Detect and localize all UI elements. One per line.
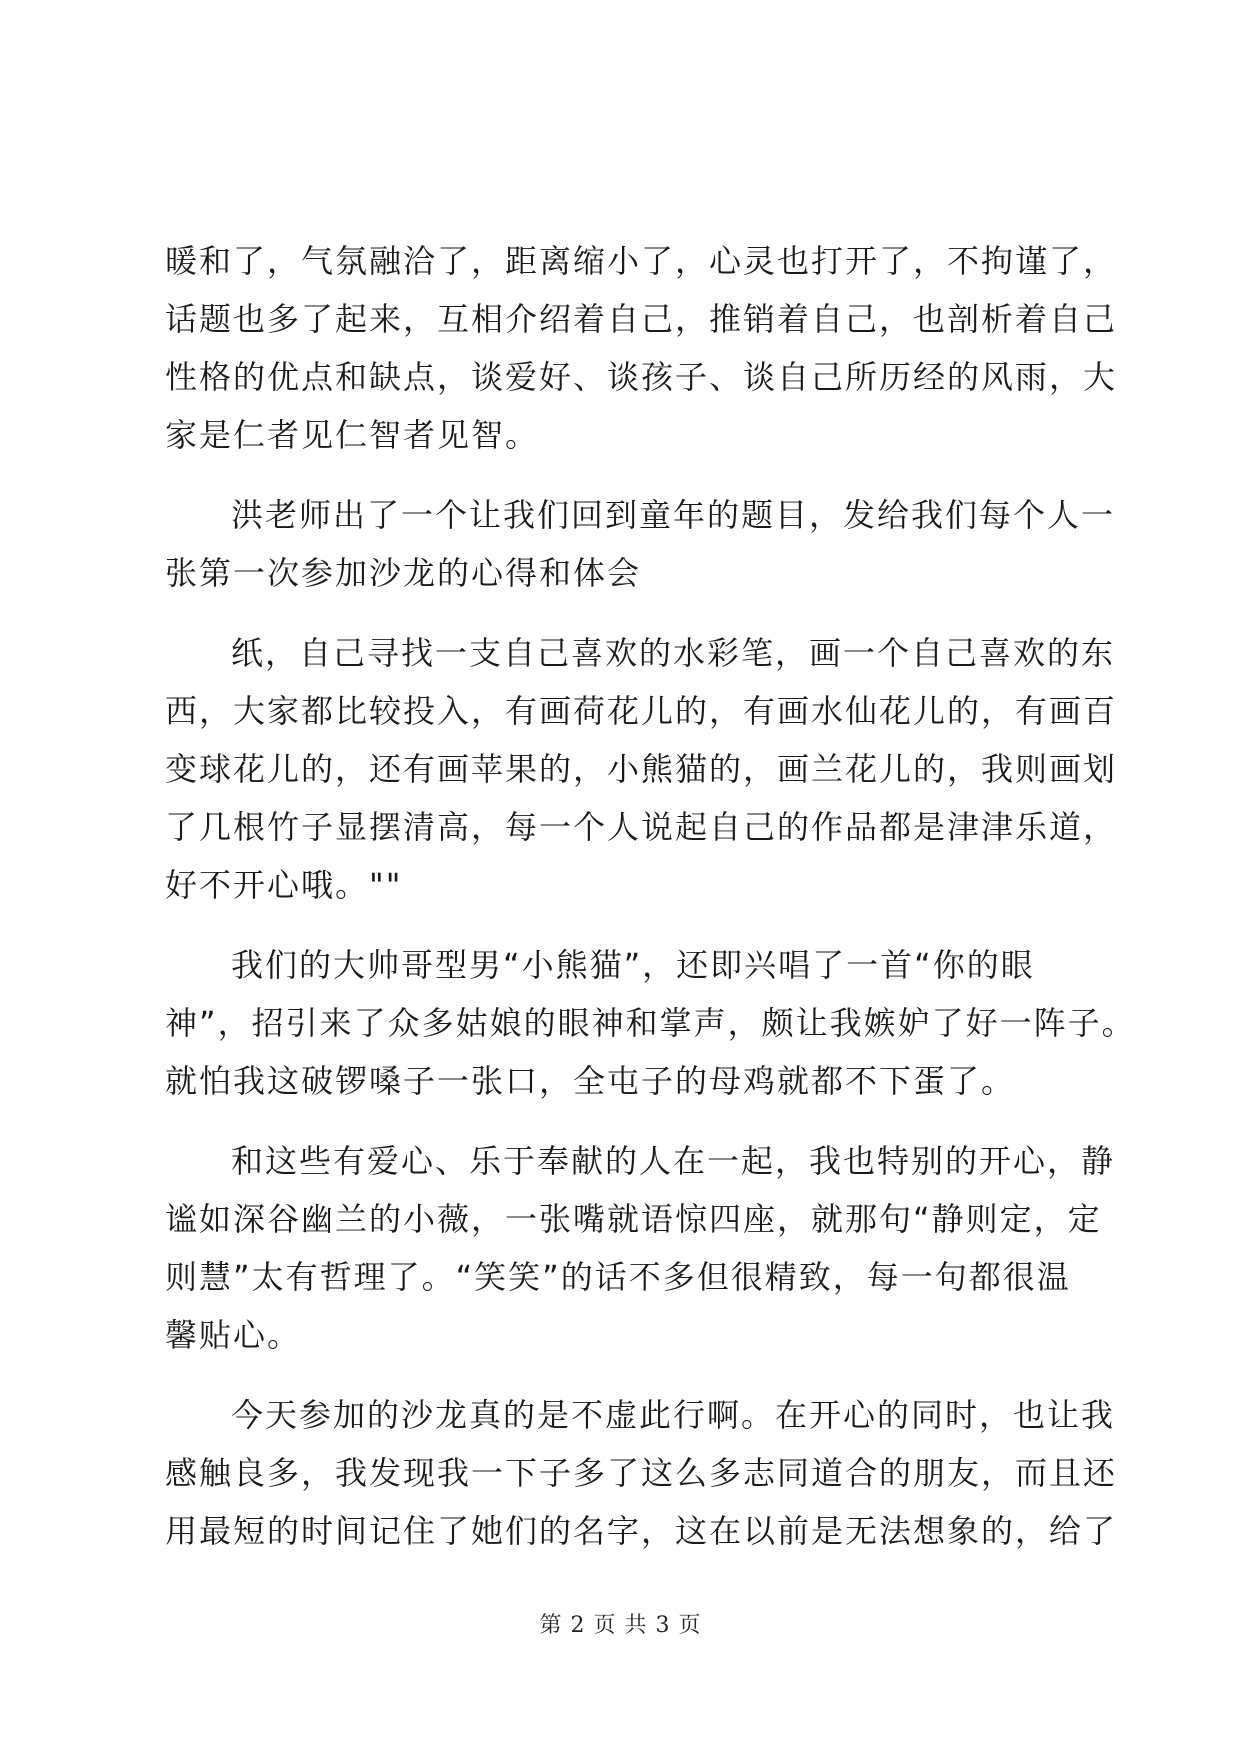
paragraph-gap xyxy=(165,602,1087,624)
text-line: 就怕我这破锣嗓子一张口，全屯子的母鸡就都不下蛋了。 xyxy=(165,1062,1016,1100)
paragraph xyxy=(165,624,1118,914)
paragraph xyxy=(165,232,1118,464)
text-line: 今天参加的沙龙真的是不虚此行啊。在开心的同时，也让我 xyxy=(231,1396,1116,1434)
paragraph-gap xyxy=(165,464,1087,486)
text-line: 洪老师出了一个让我们回到童年的题目，发给我们每个人一 xyxy=(231,496,1116,534)
paragraph xyxy=(165,936,1136,1110)
text-line: 谧如深谷幽兰的小薇，一张嘴就语惊四座，就那句“静则定，定 xyxy=(165,1200,1102,1238)
paragraph-gap xyxy=(165,1364,1087,1386)
text-line: 用最短的时间记住了她们的名字，这在以前是无法想象的，给了 xyxy=(165,1512,1118,1550)
text-line: 性格的优点和缺点，谈爱好、谈孩子、谈自己所历经的风雨，大 xyxy=(165,358,1118,396)
text-line: 神”，招引来了众多姑娘的眼神和掌声，颇让我嫉妒了好一阵子。 xyxy=(165,1004,1136,1042)
text-line: 西，大家都比较投入，有画荷花儿的，有画水仙花儿的，有画百 xyxy=(165,692,1118,730)
text-line: 好不开心哦。"" xyxy=(165,866,403,904)
text-line: 家是仁者见仁智者见智。 xyxy=(165,416,540,454)
text-line: 我们的大帅哥型男“小熊猫”，还即兴唱了一首“你的眼 xyxy=(231,946,1035,984)
text-line: 变球花儿的，还有画苹果的，小熊猫的，画兰花儿的，我则画划 xyxy=(165,750,1118,788)
paragraph-gap xyxy=(165,914,1087,936)
text-line: 馨贴心。 xyxy=(165,1316,302,1354)
text-line: 则慧”太有哲理了。“笑笑”的话不多但很精致，每一句都很温 xyxy=(165,1258,1071,1296)
text-line: 纸，自己寻找一支自己喜欢的水彩笔，画一个自己喜欢的东 xyxy=(231,634,1116,672)
text-line: 话题也多了起来，互相介绍着自己，推销着自己，也剖析着自己 xyxy=(165,300,1118,338)
text-line: 了几根竹子显摆清高，每一个人说起自己的作品都是津津乐道， xyxy=(165,808,1118,846)
paragraph xyxy=(165,1132,1116,1364)
text-line: 暖和了，气氛融洽了，距离缩小了，心灵也打开了，不拘谨了， xyxy=(165,242,1118,280)
text-line: 感触良多，我发现我一下子多了这么多志同道合的朋友，而且还 xyxy=(165,1454,1118,1492)
paragraph-gap xyxy=(165,1110,1087,1132)
text-line: 和这些有爱心、乐于奉献的人在一起，我也特别的开心，静 xyxy=(231,1142,1116,1180)
page-footer: 第 2 页 共 3 页 xyxy=(539,1613,702,1638)
paragraph xyxy=(165,1386,1118,1560)
paragraph xyxy=(165,486,1116,602)
body-text xyxy=(165,232,1136,1560)
text-line: 张第一次参加沙龙的心得和体会 xyxy=(165,554,642,592)
